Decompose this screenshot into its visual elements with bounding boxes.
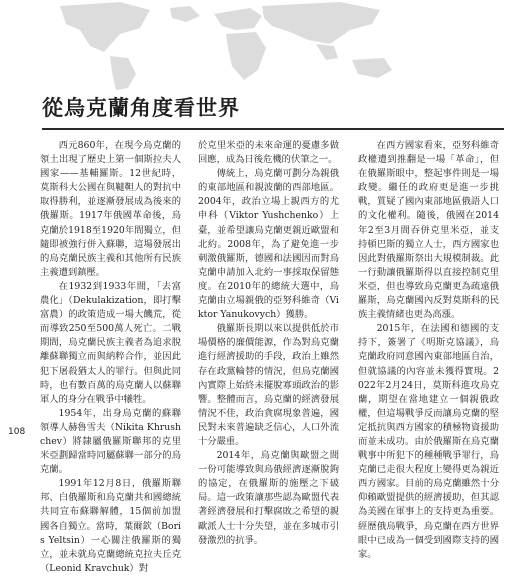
paragraph: 俄羅斯長期以來以提供低於市場價格的廉價能源，作為對烏克蘭進行經濟援助的手段，政治上雖然存在政黨輪替的情況，但烏克蘭國內實際上始終未擺脫寡頭政治的影響。整體而言，烏克蘭的經濟發展情況不佳，政治貪腐現象普遍，國民對未來普遍缺乏信心，人口外流十分嚴重。 [198, 323, 339, 447]
title-underline [42, 128, 504, 130]
paragraph: 在1932到1933年間，「去富農化」（Dekulakization，即打擊富農）的政策造成一場大饑荒，從而導致250至500萬人死亡。二戰期間，烏克蘭民族主義者為追求脫離蘇聯獨立而與納粹合作，並因此犯下屠殺猶太人的罪行。但與此同時，也有數百萬的烏克蘭人以蘇聯軍人的身分在戰爭中犧牲。 [40, 280, 181, 405]
page-title: 從烏克蘭角度看世界 [42, 96, 240, 120]
text-column-1 [40, 139, 181, 576]
text-column-2 [198, 139, 339, 548]
paragraph: 2015年，在法國和德國的支持下，簽署了《明斯克協議》，烏克蘭政府同意國內東部地區自治，但就協議的內容並未獲得實現。2022年2月24日，莫斯科進攻烏克蘭，期望在當地建立一個親俄政權，但這場戰爭反而讓烏克蘭的堅定抵抗與西方國家的積極物資援助而並未成功。由於俄羅斯在烏克蘭戰事中所犯下的種種戰爭罪行，烏克蘭已走很大程度上變得更為親近西方國家。目前的烏克蘭雖然十分仰賴歐盟提供的經濟援助，但其認為美國在軍事上的支持更為重要。經歷俄烏戰爭，烏克蘭在西方世界眼中已成為一個受到國際支持的國家。 [358, 323, 499, 560]
paragraph: 1954年，出身烏克蘭的蘇聯領導人赫魯雪夫（Nikita Khrushchev）將隸屬俄羅斯聯邦的克里米亞劃歸當時同屬蘇聯一部分的烏克蘭。 [40, 407, 181, 476]
paragraph: 1991年12月8日，俄羅斯聯邦、白俄羅斯和烏克蘭共和國總統共同宣布蘇聯解體，15個前加盟國各自獨立。當時，葉爾欽（Boris Yeltsin）一心關注俄羅斯的獨立，並未就烏克蘭總統克拉夫丘克（Leonid Kravchuk）對 [40, 478, 181, 574]
paragraph: 傳統上，烏克蘭可劃分為親俄的東部地區和親波蘭的西部地區。2004年，政治立場上親西方的尤申科（Viktor Yushchenko）上臺，並希望讓烏克蘭更親近歐盟和北約。2008年，為了避免進一步刺激俄羅斯，德國和法國因而對烏克蘭申請加入北約一事採取保留態度。在2010年的總統大選中，烏克蘭由立場親俄的亞努科維奇（Viktor Yanukovych）獲勝。 [198, 168, 339, 321]
paragraph: 在西方國家看來，亞努科維奇政權遭到推翻是一場「革命」，但在俄羅斯眼中，整起事件則是一場政變。繼任的政府更是進一步挑戰，質疑了國內東部地區俄語人口的文化權利。隨後，俄國在2014年2至3月間吞併克里米亞，並支持頓巴斯的獨立人士，西方國家也因此對俄羅斯祭出大規模制裁。此一行動讓俄羅斯得以直接控制克里米亞，但也導致烏克蘭更為疏遠俄羅斯，烏克蘭國內反對莫斯科的民族主義情緒也更為高漲。 [358, 140, 499, 321]
paragraph: 西元860年，在現今烏克蘭的領土出現了歷史上第一個斯拉夫人國家——基輔羅斯。12世紀時，莫斯科大公國在與韃靼人的對抗中取得勝利，並逐漸發展成為後來的俄羅斯。1917年俄國革命後，烏克蘭於1918至1920年間獨立，但隨即被強行併入蘇聯，這場發展出的烏克蘭民族主義和其他所有民族主義遭到鎮壓。 [40, 140, 181, 278]
paragraph: 2014年，烏克蘭與歐盟之間一份可能導致與烏俄經濟逐漸脫鉤的協定，在俄羅斯的施壓之下破局。這一政策讓那些認為歐盟代表著經濟發展和打擊腐敗之希望的親歐派人士十分失望，並在多城市引發激烈的抗爭。 [198, 450, 339, 546]
page-number: 108 [8, 427, 26, 437]
text-column-3 [358, 139, 499, 562]
paragraph-continued: 於克里米亞的未來命運的憂慮多做回應，成為日後危機的伏筆之一。 [198, 140, 339, 166]
world-map-header-graphic [0, 0, 520, 90]
